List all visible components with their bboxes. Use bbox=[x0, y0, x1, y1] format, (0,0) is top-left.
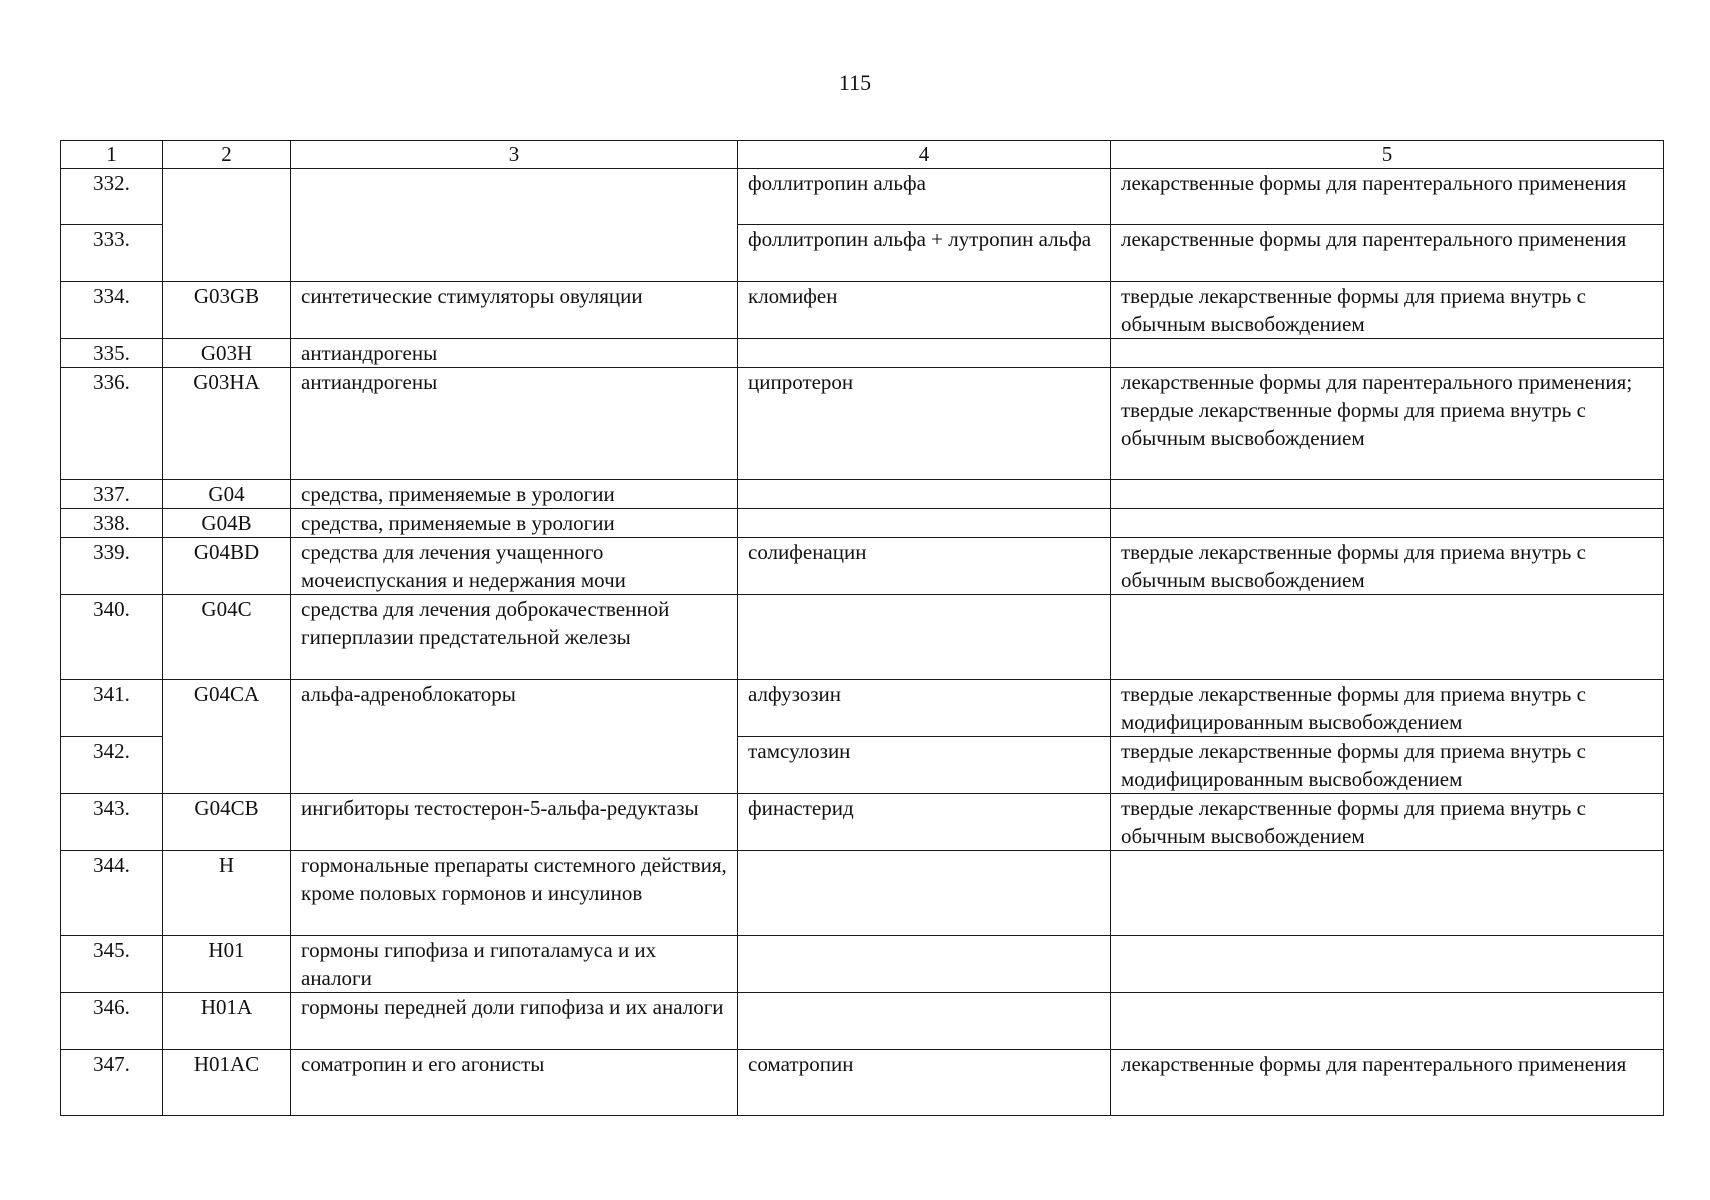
table-row bbox=[61, 169, 1664, 225]
group-name: альфа-адреноблокаторы bbox=[291, 680, 738, 794]
row-number: 344. bbox=[61, 851, 163, 936]
table-row bbox=[61, 282, 1664, 339]
dosage-form bbox=[1111, 993, 1664, 1050]
dosage-form: твердые лекарственные формы для приема внутрь с обычным высвобождением bbox=[1111, 538, 1664, 595]
drug-name: фоллитропин альфа + лутропин альфа bbox=[738, 225, 1111, 282]
group-name: гормональные препараты системного действия, кроме половых гормонов и инсулинов bbox=[291, 851, 738, 936]
row-number: 338. bbox=[61, 509, 163, 538]
dosage-form: твердые лекарственные формы для приема внутрь с обычным высвобождением bbox=[1111, 794, 1664, 851]
group-name: ингибиторы тестостерон-5-альфа-редуктазы bbox=[291, 794, 738, 851]
row-number: 333. bbox=[61, 225, 163, 282]
drug-name: солифенацин bbox=[738, 538, 1111, 595]
atc-code: H bbox=[163, 851, 291, 936]
group-name: средства, применяемые в урологии bbox=[291, 509, 738, 538]
row-number: 347. bbox=[61, 1050, 163, 1116]
drug-name bbox=[738, 936, 1111, 993]
group-name bbox=[291, 169, 738, 282]
atc-code: G04CA bbox=[163, 680, 291, 794]
drug-name: кломифен bbox=[738, 282, 1111, 339]
group-name: соматропин и его агонисты bbox=[291, 1050, 738, 1116]
table-row bbox=[61, 480, 1664, 509]
table-row bbox=[61, 595, 1664, 680]
dosage-form bbox=[1111, 851, 1664, 936]
drug-name bbox=[738, 595, 1111, 680]
atc-code: H01AC bbox=[163, 1050, 291, 1116]
row-number: 346. bbox=[61, 993, 163, 1050]
row-number: 335. bbox=[61, 339, 163, 368]
drug-name bbox=[738, 339, 1111, 368]
dosage-form bbox=[1111, 509, 1664, 538]
drug-name bbox=[738, 509, 1111, 538]
atc-code: G04B bbox=[163, 509, 291, 538]
dosage-form bbox=[1111, 595, 1664, 680]
atc-code: G03HA bbox=[163, 368, 291, 480]
dosage-form: твердые лекарственные формы для приема внутрь с модифицированным высвобождением bbox=[1111, 737, 1664, 794]
table-row bbox=[61, 851, 1664, 936]
dosage-form bbox=[1111, 368, 1664, 480]
table-row bbox=[61, 368, 1664, 480]
dosage-form: твердые лекарственные формы для приема внутрь с модифицированным высвобождением bbox=[1111, 680, 1664, 737]
table-row bbox=[61, 538, 1664, 595]
table-row bbox=[61, 1050, 1664, 1116]
table-row bbox=[61, 936, 1664, 993]
row-number: 341. bbox=[61, 680, 163, 737]
row-number: 332. bbox=[61, 169, 163, 225]
atc-code bbox=[163, 169, 291, 282]
dosage-form: лекарственные формы для парентерального применения bbox=[1111, 225, 1664, 282]
header-cell-1: 1 bbox=[61, 141, 163, 169]
drug-name bbox=[738, 993, 1111, 1050]
atc-code: G04CB bbox=[163, 794, 291, 851]
table-row bbox=[61, 680, 1664, 737]
row-number: 340. bbox=[61, 595, 163, 680]
group-name: средства, применяемые в урологии bbox=[291, 480, 738, 509]
drug-name bbox=[738, 480, 1111, 509]
group-name: антиандрогены bbox=[291, 339, 738, 368]
row-number: 339. bbox=[61, 538, 163, 595]
atc-code: H01A bbox=[163, 993, 291, 1050]
dosage-form bbox=[1111, 339, 1664, 368]
header-cell-2: 2 bbox=[163, 141, 291, 169]
row-number: 334. bbox=[61, 282, 163, 339]
table-row bbox=[61, 339, 1664, 368]
dosage-form-line: твердые лекарственные формы для приема внутрь с обычным высвобождением bbox=[1121, 398, 1586, 450]
header-cell-4: 4 bbox=[738, 141, 1111, 169]
header-cell-3: 3 bbox=[291, 141, 738, 169]
row-number: 343. bbox=[61, 794, 163, 851]
group-name: антиандрогены bbox=[291, 368, 738, 480]
page-number: 115 bbox=[838, 70, 872, 95]
dosage-form: лекарственные формы для парентерального применения bbox=[1111, 169, 1664, 225]
dosage-form: твердые лекарственные формы для приема внутрь с обычным высвобождением bbox=[1111, 282, 1664, 339]
drug-name: ципротерон bbox=[738, 368, 1111, 480]
row-number: 337. bbox=[61, 480, 163, 509]
table-row bbox=[61, 509, 1664, 538]
atc-code: G03GB bbox=[163, 282, 291, 339]
group-name: гормоны передней доли гипофиза и их аналоги bbox=[291, 993, 738, 1050]
atc-code: G03H bbox=[163, 339, 291, 368]
group-name: синтетические стимуляторы овуляции bbox=[291, 282, 738, 339]
dosage-form bbox=[1111, 936, 1664, 993]
dosage-form-line: лекарственные формы для парентерального применения; bbox=[1121, 370, 1633, 394]
drug-name bbox=[738, 851, 1111, 936]
atc-code: H01 bbox=[163, 936, 291, 993]
table-row bbox=[61, 993, 1664, 1050]
table-row bbox=[61, 794, 1664, 851]
row-number: 342. bbox=[61, 737, 163, 794]
atc-code: G04BD bbox=[163, 538, 291, 595]
drug-name: тамсулозин bbox=[738, 737, 1111, 794]
atc-code: G04C bbox=[163, 595, 291, 680]
row-number: 336. bbox=[61, 368, 163, 480]
group-name: средства для лечения учащенного мочеиспускания и недержания мочи bbox=[291, 538, 738, 595]
drug-name: алфузозин bbox=[738, 680, 1111, 737]
dosage-form: лекарственные формы для парентерального применения bbox=[1111, 1050, 1664, 1116]
atc-code: G04 bbox=[163, 480, 291, 509]
drug-list-table bbox=[60, 140, 1664, 1116]
dosage-form bbox=[1111, 480, 1664, 509]
drug-name: финастерид bbox=[738, 794, 1111, 851]
group-name: гормоны гипофиза и гипоталамуса и их аналоги bbox=[291, 936, 738, 993]
header-row bbox=[61, 141, 1664, 169]
header-cell-5: 5 bbox=[1111, 141, 1664, 169]
row-number: 345. bbox=[61, 936, 163, 993]
drug-name: соматропин bbox=[738, 1050, 1111, 1116]
group-name: средства для лечения доброкачественной гиперплазии предстательной железы bbox=[291, 595, 738, 680]
drug-name: фоллитропин альфа bbox=[738, 169, 1111, 225]
